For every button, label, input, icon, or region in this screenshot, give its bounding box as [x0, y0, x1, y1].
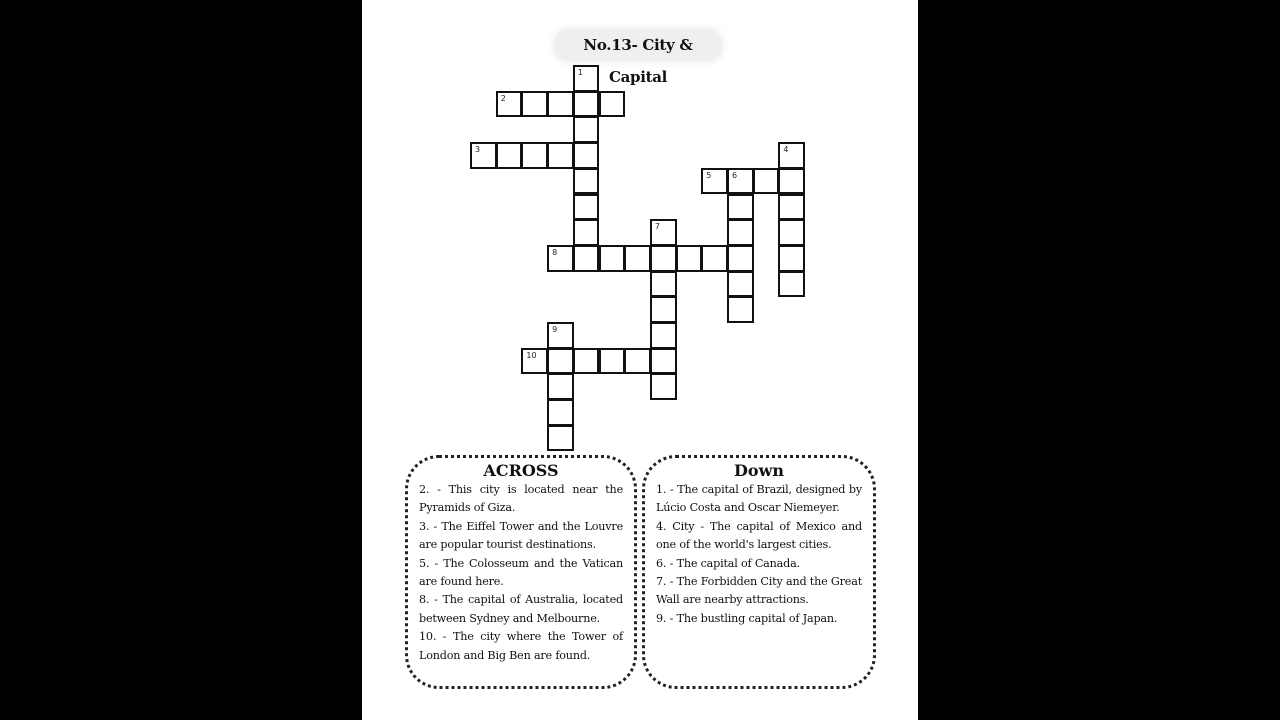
crossword-grid: [362, 0, 918, 460]
crossword-cell[interactable]: [650, 296, 677, 323]
crossword-cell[interactable]: [496, 142, 523, 169]
crossword-cell[interactable]: [650, 245, 677, 272]
clue-number: 2: [500, 93, 506, 103]
down-clue-7: 7. - The Forbidden City and the Great Wall are nearby attractions.: [656, 575, 862, 607]
clue-number: 4: [783, 145, 789, 155]
clue-number: 3: [475, 145, 481, 155]
across-clues-panel: [405, 455, 637, 689]
down-clues-panel: [642, 455, 876, 689]
crossword-cell[interactable]: [650, 348, 677, 375]
crossword-cell[interactable]: [599, 245, 626, 272]
crossword-cell[interactable]: [573, 65, 600, 92]
crossword-cell[interactable]: [547, 91, 574, 118]
crossword-cell[interactable]: [778, 194, 805, 221]
crossword-cell[interactable]: [727, 245, 754, 272]
crossword-cell[interactable]: [650, 271, 677, 298]
down-clue-4: 4. City - The capital of Mexico and one of the world's largest cities.: [656, 519, 862, 552]
across-clue-5: 5. - The Colosseum and the Vatican are found here.: [419, 556, 623, 589]
crossword-cell[interactable]: [521, 348, 548, 375]
crossword-cell[interactable]: [753, 168, 780, 195]
crossword-cell[interactable]: [778, 142, 805, 169]
crossword-cell[interactable]: [496, 91, 523, 118]
across-clue-3: 3. - The Eiffel Tower and the Louvre are popular tourist destinations.: [419, 519, 623, 552]
crossword-cell[interactable]: [727, 271, 754, 298]
clue-number: 5: [706, 170, 712, 180]
crossword-cell[interactable]: [521, 142, 548, 169]
crossword-cell[interactable]: [727, 219, 754, 246]
clue-number: 8: [552, 247, 558, 257]
crossword-cell[interactable]: [547, 425, 574, 452]
crossword-cell[interactable]: [573, 142, 600, 169]
crossword-cell[interactable]: [573, 245, 600, 272]
crossword-cell[interactable]: [573, 91, 600, 118]
crossword-cell[interactable]: [778, 271, 805, 298]
crossword-cell[interactable]: [547, 348, 574, 375]
crossword-cell[interactable]: [701, 168, 728, 195]
crossword-cell[interactable]: [727, 194, 754, 221]
crossword-cell[interactable]: [650, 322, 677, 349]
crossword-cell[interactable]: [778, 245, 805, 272]
crossword-cell[interactable]: [573, 219, 600, 246]
crossword-cell[interactable]: [547, 142, 574, 169]
across-clue-2: 2. - This city is located near the Pyramids of Giza.: [419, 483, 623, 515]
crossword-cell[interactable]: [778, 219, 805, 246]
crossword-cell[interactable]: [573, 348, 600, 375]
down-clue-1: 1. - The capital of Brazil, designed by Lúcio Costa and Oscar Niemeyer.: [656, 483, 862, 515]
clue-number: 7: [654, 222, 660, 232]
crossword-cell[interactable]: [470, 142, 497, 169]
down-clue-6: 6. - The capital of Canada.: [656, 556, 800, 570]
crossword-cell[interactable]: [521, 91, 548, 118]
crossword-cell[interactable]: [573, 194, 600, 221]
crossword-cell[interactable]: [778, 168, 805, 195]
crossword-cell[interactable]: [650, 373, 677, 400]
crossword-cell[interactable]: [547, 373, 574, 400]
crossword-cell[interactable]: [650, 219, 677, 246]
crossword-cell[interactable]: [624, 348, 651, 375]
crossword-cell[interactable]: [727, 296, 754, 323]
clue-number: 1: [577, 68, 583, 77]
clue-number: 10: [526, 350, 537, 360]
puzzle-title: No.13- City & Capital: [554, 29, 722, 61]
crossword-cell[interactable]: [599, 91, 626, 118]
across-heading: ACROSS: [483, 461, 559, 480]
crossword-cell[interactable]: [547, 245, 574, 272]
crossword-cell[interactable]: [676, 245, 703, 272]
crossword-cell[interactable]: [624, 245, 651, 272]
crossword-cell[interactable]: [701, 245, 728, 272]
crossword-cell[interactable]: [547, 322, 574, 349]
across-clue-10: 10. - The city where the Tower of London and Big Ben are found.: [419, 630, 623, 662]
crossword-cell[interactable]: [547, 399, 574, 426]
down-clue-9: 9. - The bustling capital of Japan.: [656, 611, 838, 625]
crossword-cell[interactable]: [573, 168, 600, 195]
clue-number: 9: [552, 325, 558, 334]
clue-number: 6: [732, 170, 738, 180]
crossword-cell[interactable]: [727, 168, 754, 195]
across-clue-8: 8. - The capital of Australia, located between Sydney and Melbourne.: [419, 593, 623, 625]
down-heading: Down: [734, 461, 784, 480]
crossword-cell[interactable]: [573, 116, 600, 143]
worksheet-page: [362, 0, 918, 720]
crossword-cell[interactable]: [599, 348, 626, 375]
